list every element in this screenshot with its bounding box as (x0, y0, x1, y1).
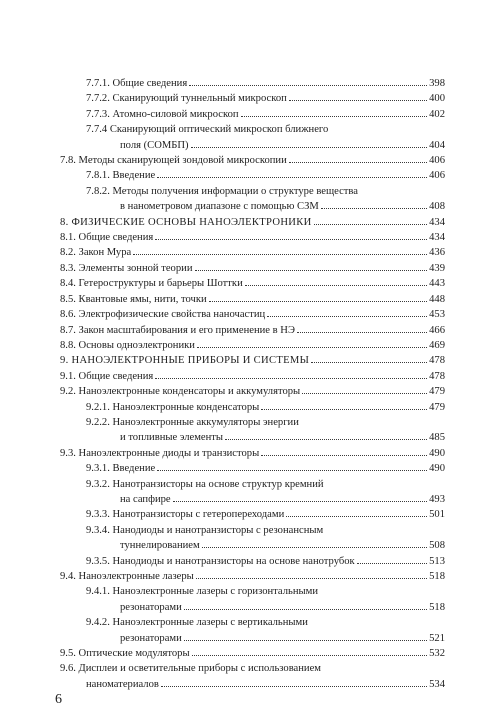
toc-page-number: 479 (429, 401, 445, 413)
dot-leader (267, 315, 427, 317)
toc-line (60, 461, 445, 476)
toc-line (60, 538, 445, 553)
toc-line (60, 507, 445, 522)
dot-leader (161, 685, 427, 687)
dot-leader (197, 346, 427, 348)
toc-subsection-entry[interactable] (60, 461, 445, 476)
toc-entry-title: 7.7.3. Атомно-силовой микроскоп (86, 108, 239, 120)
toc-line (60, 600, 445, 615)
toc-entry-title: резонаторами (120, 601, 182, 613)
toc-section-entry[interactable] (60, 646, 445, 661)
toc-line (60, 446, 445, 461)
toc-section-entry[interactable] (60, 569, 445, 584)
toc-line (60, 91, 445, 106)
dot-leader (314, 223, 428, 225)
toc-page-number: 513 (429, 555, 445, 567)
toc-entry-title: 9. НАНОЭЛЕКТРОННЫЕ ПРИБОРЫ И СИСТЕМЫ (60, 355, 310, 367)
dot-leader (245, 284, 427, 286)
toc-section-entry[interactable] (60, 245, 445, 260)
toc-page-number: 469 (429, 339, 445, 351)
toc-line (60, 307, 445, 322)
toc-entry-title: 9.1. Общие сведения (60, 370, 154, 382)
toc-section-entry[interactable] (60, 323, 445, 338)
table-of-contents (60, 76, 445, 692)
toc-entry-title: 9.3.1. Введение (86, 463, 156, 475)
toc-entry-title: 9.3.3. Нанотранзисторы с гетеропереходами (86, 509, 285, 521)
toc-line (60, 338, 445, 353)
toc-page-number: 448 (429, 293, 445, 305)
toc-subsection-entry[interactable] (60, 615, 445, 646)
toc-line (60, 369, 445, 384)
dot-leader (155, 238, 427, 240)
toc-entry-title: 8.6. Электрофизические свойства наночастиц (60, 309, 266, 321)
toc-entry-title: 8. ФИЗИЧЕСКИЕ ОСНОВЫ НАНОЭЛЕКТРОНИКИ (60, 216, 312, 228)
dot-leader (196, 577, 427, 579)
toc-page-number: 402 (429, 108, 445, 120)
toc-subsection-entry[interactable] (60, 107, 445, 122)
toc-page-number: 518 (429, 601, 445, 613)
toc-entry-title: 8.7. Закон масштабирования и его применение в НЭ (60, 324, 295, 336)
toc-page-number: 398 (429, 78, 445, 89)
dot-leader (321, 207, 427, 209)
dot-leader (302, 392, 427, 394)
toc-page-number: 490 (429, 447, 445, 459)
page-number: 6 (55, 692, 62, 707)
toc-subsection-entry[interactable] (60, 554, 445, 569)
toc-page-number: 490 (429, 463, 445, 475)
toc-page-number: 478 (429, 370, 445, 382)
toc-entry-title: 9.2. Наноэлектронные конденсаторы и аккумуляторы (60, 386, 301, 398)
toc-line (60, 107, 445, 122)
toc-section-entry[interactable] (60, 276, 445, 291)
toc-entry-title: 9.3.2. Нанотранзисторы на основе структур кремний (86, 478, 324, 490)
toc-page-number: 439 (429, 262, 445, 274)
toc-page-number: 434 (429, 232, 445, 244)
toc-chapter-entry[interactable] (60, 353, 445, 368)
toc-line (60, 245, 445, 260)
toc-line (60, 168, 445, 183)
toc-line (60, 138, 445, 153)
toc-line (60, 677, 445, 692)
dot-leader (202, 546, 427, 548)
dot-leader (225, 438, 427, 440)
toc-entry-title: 8.8. Основы одноэлектроники (60, 339, 195, 351)
toc-entry-title: и топливные элементы (120, 432, 224, 444)
toc-entry-title: 7.7.4 Сканирующий оптический микроскоп ближнего (86, 124, 329, 136)
toc-line (60, 292, 445, 307)
toc-subsection-entry[interactable] (60, 91, 445, 106)
toc-section-entry[interactable] (60, 661, 445, 692)
toc-entry-title: 9.2.2. Наноэлектронные аккумуляторы энергии (86, 416, 299, 428)
toc-line (60, 400, 445, 415)
dot-leader (195, 269, 428, 271)
toc-page-number: 404 (429, 139, 445, 151)
toc-entry-title: 9.3.5. Нанодиоды и нанотранзисторы на основе нанотрубок (86, 555, 355, 567)
dot-leader (189, 84, 427, 86)
toc-section-entry[interactable] (60, 292, 445, 307)
dot-leader (261, 408, 427, 410)
toc-entry-title: в нанометровом диапазоне с помощью СЗМ (120, 201, 319, 213)
toc-page-number: 479 (429, 386, 445, 398)
toc-line (60, 430, 445, 445)
toc-entry-title: 9.3.4. Нанодиоды и нанотранзисторы с резонансным (86, 524, 324, 536)
toc-section-entry[interactable] (60, 338, 445, 353)
dot-leader (209, 300, 427, 302)
toc-line (60, 554, 445, 569)
toc-page-number: 501 (429, 509, 445, 521)
toc-entry-title: 7.7.2. Сканирующий туннельный микроскоп (86, 93, 287, 105)
toc-entry-title: 9.4.1. Наноэлектронные лазеры с горизонтальными (86, 586, 318, 598)
toc-line (60, 199, 445, 214)
toc-entry-title: резонаторами (120, 632, 182, 644)
toc-section-entry[interactable] (60, 384, 445, 399)
dot-leader (297, 331, 427, 333)
toc-line (60, 646, 445, 661)
toc-page-number: 534 (429, 678, 445, 690)
toc-entry-title: 7.8.2. Методы получения информации о структуре вещества (86, 185, 358, 197)
toc-page-number: 400 (429, 93, 445, 105)
toc-page-number: 434 (429, 216, 445, 228)
toc-page-number: 466 (429, 324, 445, 336)
toc-page-number: 508 (429, 540, 445, 552)
toc-subsection-entry[interactable] (60, 122, 445, 153)
toc-entry-title: 7.8. Методы сканирующей зондовой микроскопии (60, 155, 287, 167)
toc-page-number: 453 (429, 309, 445, 321)
toc-page-number: 532 (429, 648, 445, 660)
toc-entry-title: 7.7.1. Общие сведения (86, 78, 188, 89)
toc-entry-title: 9.2.1. Наноэлектронные конденсаторы (86, 401, 260, 413)
toc-section-entry[interactable] (60, 153, 445, 168)
toc-section-entry[interactable] (60, 446, 445, 461)
toc-line (60, 323, 445, 338)
toc-entry-title: 8.3. Элементы зонной теории (60, 262, 193, 274)
toc-line (60, 230, 445, 245)
toc-subsection-entry[interactable] (60, 400, 445, 415)
toc-page-number: 406 (429, 170, 445, 182)
toc-line (60, 261, 445, 276)
toc-entry-title: 9.3. Наноэлектронные диоды и транзисторы (60, 447, 260, 459)
toc-entry-title: наноматериалов (86, 678, 159, 690)
toc-entry-title: поля (СОМБП) (120, 139, 189, 151)
toc-entry-title: 9.6. Дисплеи и осветительные приборы с использованием (60, 663, 322, 675)
toc-entry-title: 8.2. Закон Мура (60, 247, 132, 259)
toc-chapter-entry[interactable] (60, 215, 445, 230)
toc-line (60, 153, 445, 168)
toc-line (60, 76, 445, 91)
toc-entry-title: 9.5. Оптические модуляторы (60, 648, 190, 660)
toc-subsection-entry[interactable] (60, 415, 445, 446)
dot-leader (261, 454, 427, 456)
toc-subsection-entry[interactable] (60, 76, 445, 91)
dot-leader (157, 469, 427, 471)
toc-section-entry[interactable] (60, 261, 445, 276)
toc-subsection-entry[interactable] (60, 523, 445, 554)
dot-leader (286, 515, 427, 517)
dot-leader (184, 639, 427, 641)
dot-leader (157, 176, 427, 178)
dot-leader (192, 654, 428, 656)
toc-page-number: 436 (429, 247, 445, 259)
toc-page-number: 521 (429, 632, 445, 644)
dot-leader (311, 361, 427, 363)
toc-page-number: 478 (429, 355, 445, 367)
toc-subsection-entry[interactable] (60, 584, 445, 615)
toc-subsection-entry[interactable] (60, 507, 445, 522)
toc-line (60, 492, 445, 507)
toc-subsection-entry[interactable] (60, 477, 445, 508)
toc-line (60, 569, 445, 584)
toc-line (60, 353, 445, 368)
dot-leader (289, 99, 427, 101)
toc-page-number: 443 (429, 278, 445, 290)
toc-line (60, 215, 445, 230)
toc-entry-title: 7.8.1. Введение (86, 170, 156, 182)
dot-leader (241, 115, 428, 117)
toc-page-number: 493 (429, 493, 445, 505)
dot-leader (191, 146, 428, 148)
toc-entry-title: 8.4. Гетероструктуры и барьеры Шоттки (60, 278, 243, 290)
dot-leader (357, 562, 427, 564)
toc-line (60, 631, 445, 646)
dot-leader (173, 500, 427, 502)
toc-subsection-entry[interactable] (60, 168, 445, 183)
dot-leader (155, 377, 427, 379)
toc-entry-title: 8.5. Квантовые ямы, нити, точки (60, 293, 207, 305)
toc-line (60, 276, 445, 291)
dot-leader (133, 253, 427, 255)
toc-page-number: 485 (429, 432, 445, 444)
toc-entry-title: 8.1. Общие сведения (60, 232, 154, 244)
toc-page-number: 406 (429, 155, 445, 167)
toc-section-entry[interactable] (60, 307, 445, 322)
toc-entry-title: 9.4. Наноэлектронные лазеры (60, 571, 194, 582)
dot-leader (184, 608, 427, 610)
toc-section-entry[interactable] (60, 369, 445, 384)
toc-section-entry[interactable] (60, 230, 445, 245)
toc-subsection-entry[interactable] (60, 184, 445, 215)
toc-page-number: 408 (429, 201, 445, 213)
toc-entry-title: на сапфире (120, 493, 171, 505)
dot-leader (289, 161, 427, 163)
toc-entry-title: туннелированием (120, 540, 200, 552)
toc-page-number: 518 (429, 571, 445, 582)
toc-line (60, 384, 445, 399)
toc-entry-title: 9.4.2. Наноэлектронные лазеры с вертикальными (86, 617, 308, 629)
